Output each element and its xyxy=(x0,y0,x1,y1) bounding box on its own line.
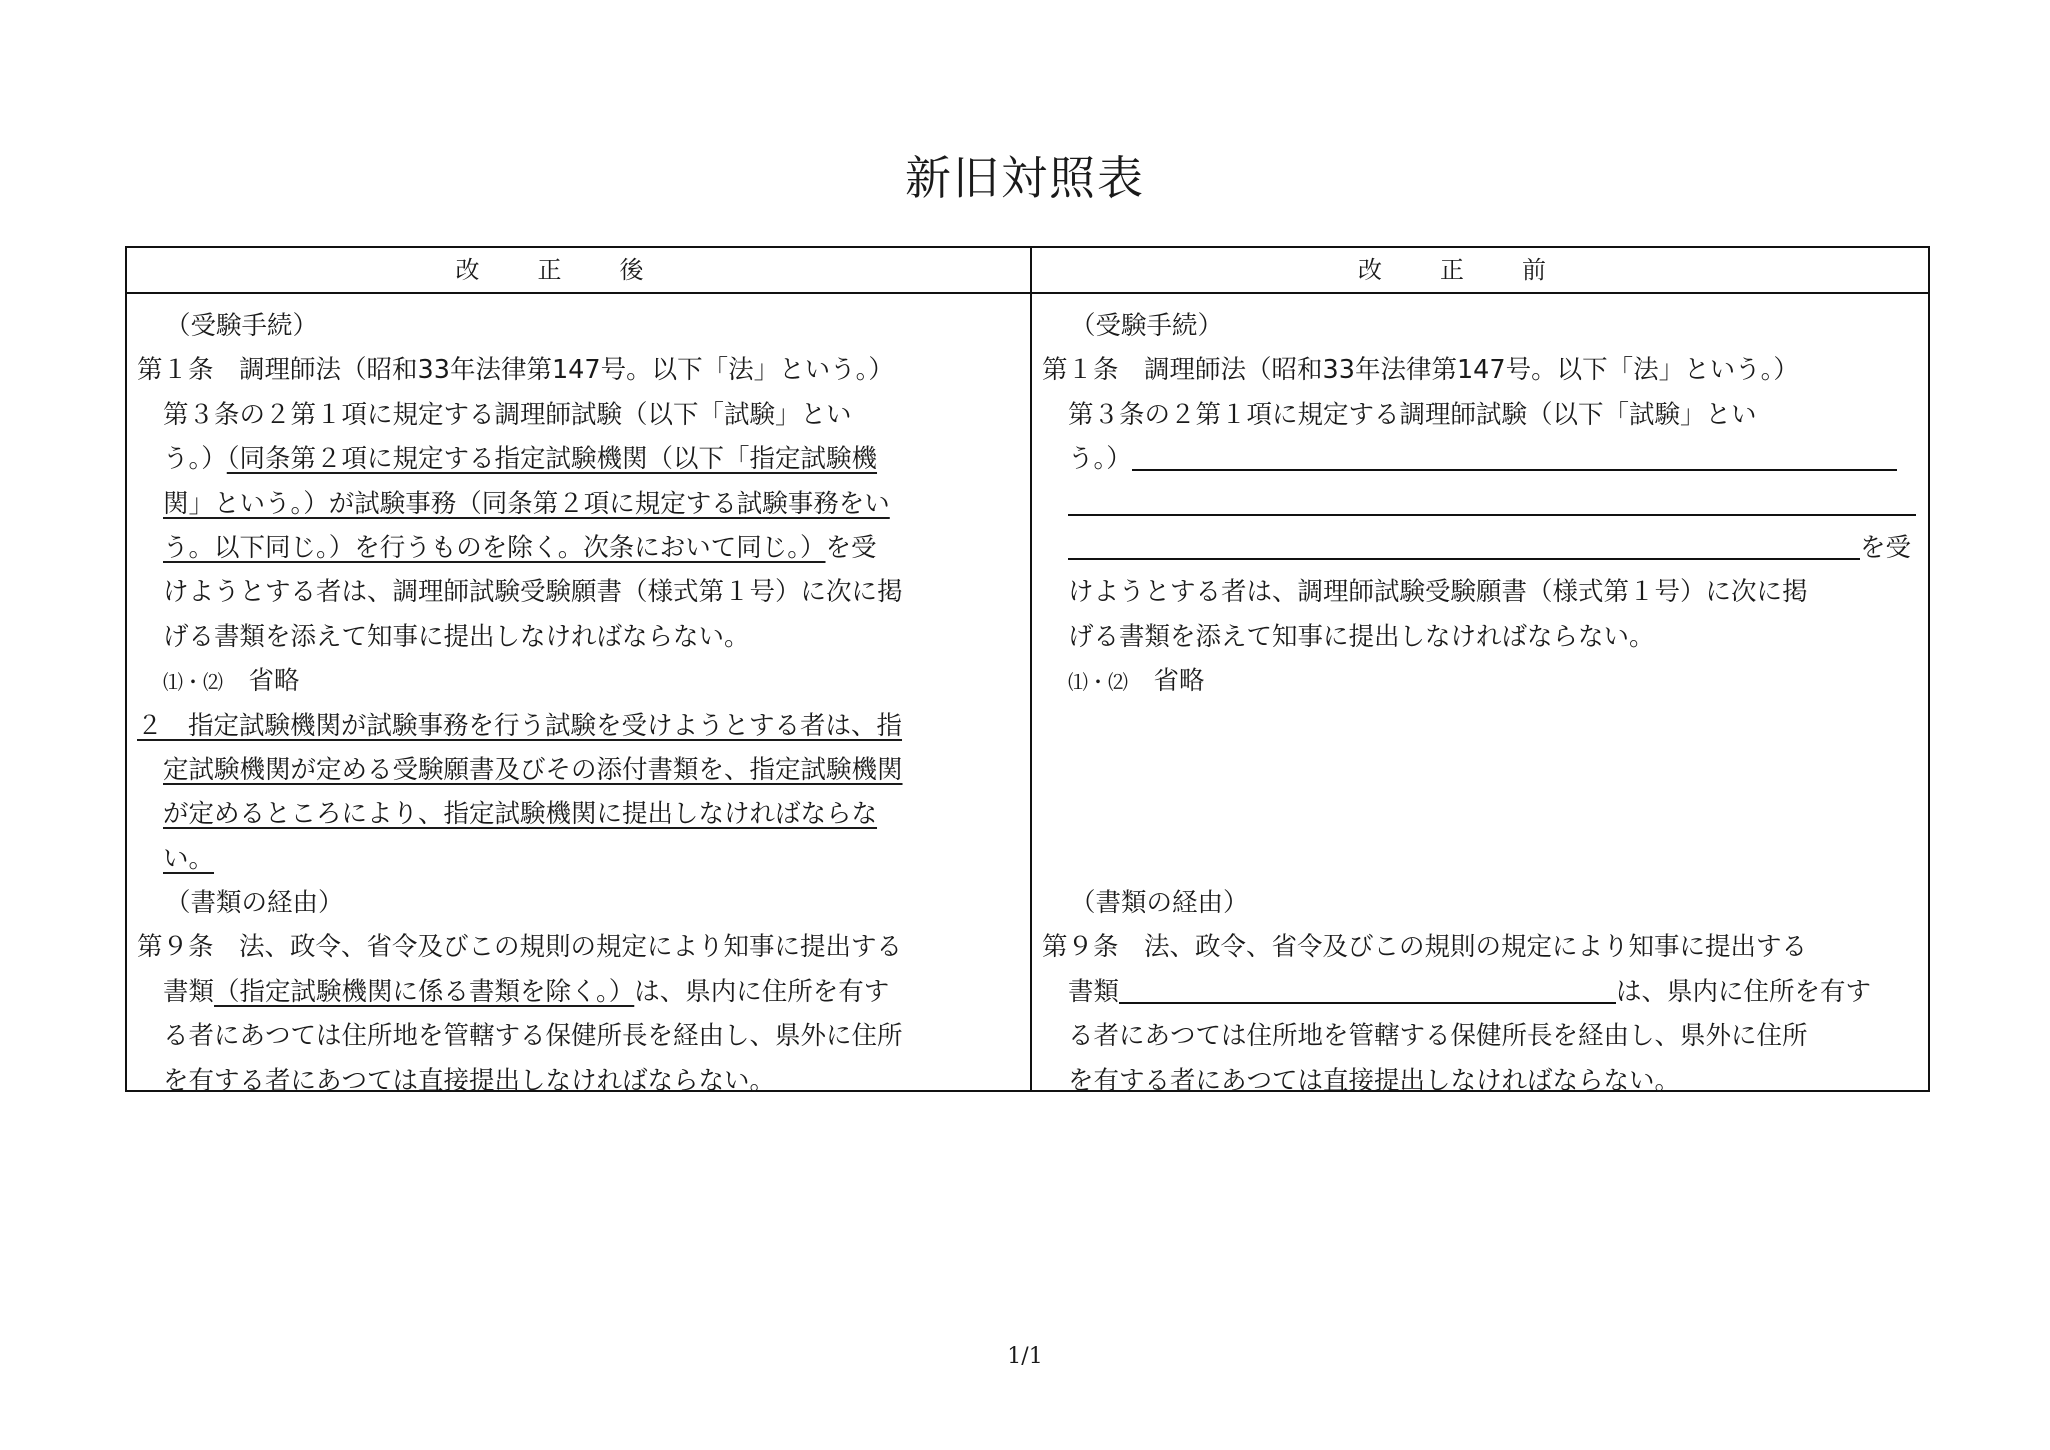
amended-text: が定めるところにより、指定試験機関に提出しなければならな xyxy=(163,799,878,830)
empty-line xyxy=(1042,748,1922,792)
article9-line: を有する者にあつては直接提出しなければならない。 xyxy=(163,1065,776,1096)
article9-text: は、県内に住所を有す xyxy=(634,976,890,1007)
article1-heading: （受験手続） xyxy=(1070,311,1224,341)
header-rule xyxy=(127,292,1928,294)
article1-text: う。） xyxy=(163,444,227,475)
article9-text: 書類 xyxy=(163,976,215,1007)
article1-heading: （受験手続） xyxy=(165,311,319,341)
article1-line: けようとする者は、調理師試験受験願書（様式第１号）に次に掲 xyxy=(163,577,903,608)
article1-line: 第３条の２第１項に規定する調理師試験（以下「試験」とい xyxy=(163,399,852,430)
article1-items xyxy=(137,659,1017,703)
article9-line xyxy=(1042,970,1922,1014)
amended-text: 定試験機関が定める受験願書及びその添付書類を、指定試験機関 xyxy=(163,754,903,785)
article9-line xyxy=(137,970,1017,1014)
blank-underline xyxy=(1068,490,1916,516)
article1-text: う。） xyxy=(1068,444,1132,475)
column-before xyxy=(1042,304,1922,1103)
article1-line xyxy=(1042,437,1922,481)
article1-line: 第１条 調理師法（昭和33年法律第147号。以下「法」という。） xyxy=(1042,355,1799,386)
blank-underline xyxy=(1119,978,1616,1004)
article1-line xyxy=(137,437,1017,481)
article9-heading: （書類の経由） xyxy=(165,888,344,919)
article1-text: を受 xyxy=(1860,532,1912,563)
article1-line: げる書類を添えて知事に提出しなければならない。 xyxy=(1068,621,1655,652)
page-number: 1/1 xyxy=(1007,1344,1043,1369)
article1-line: げる書類を添えて知事に提出しなければならない。 xyxy=(163,621,750,652)
article9-line: を有する者にあつては直接提出しなければならない。 xyxy=(1068,1065,1681,1096)
header-before: 改正前 xyxy=(1358,256,1604,284)
amended-text: 関」という。）が試験事務（同条第２項に規定する試験事務をい xyxy=(163,488,890,519)
comparison-table xyxy=(125,246,1930,1096)
article9-line: る者にあつては住所地を管轄する保健所長を経由し、県外に住所 xyxy=(1068,1021,1808,1052)
column-after xyxy=(137,304,1017,1103)
empty-line xyxy=(1042,792,1922,836)
empty-line xyxy=(1042,837,1922,881)
article1-line: けようとする者は、調理師試験受験願書（様式第１号）に次に掲 xyxy=(1068,577,1808,608)
article1-para2-line xyxy=(137,837,1017,881)
amended-text: （同条第２項に規定する指定試験機関（以下「指定試験機 xyxy=(226,444,878,475)
header-after: 改正後 xyxy=(455,256,702,284)
item-omitted: 省略 xyxy=(248,666,300,697)
blank-underline xyxy=(1068,534,1860,560)
item-omitted: 省略 xyxy=(1153,666,1205,697)
amended-text: ２ 指定試験機関が試験事務を行う試験を受けようとする者は、指 xyxy=(137,710,903,741)
article9-line: 第９条 法、政令、省令及びこの規則の規定により知事に提出する xyxy=(1042,932,1808,963)
article1-para2-line xyxy=(137,748,1017,792)
item-numbers: ⑴・⑵ xyxy=(1068,670,1128,695)
article1-line xyxy=(1042,526,1922,570)
article1-line: 第１条 調理師法（昭和33年法律第147号。以下「法」という。） xyxy=(137,355,894,386)
column-divider xyxy=(1030,248,1032,1090)
amended-text: （指定試験機関に係る書類を除く。） xyxy=(214,976,635,1007)
article9-text: 書類 xyxy=(1068,976,1120,1007)
empty-line xyxy=(1042,704,1922,748)
article1-items xyxy=(1042,659,1922,703)
article1-para2-line xyxy=(137,792,1017,836)
article9-text: は、県内に住所を有す xyxy=(1616,976,1872,1007)
article1-text: を受 xyxy=(825,532,877,563)
article9-heading: （書類の経由） xyxy=(1070,888,1249,919)
blank-underline xyxy=(1132,445,1897,471)
article1-line: 第３条の２第１項に規定する調理師試験（以下「試験」とい xyxy=(1068,399,1757,430)
article1-line xyxy=(1042,482,1922,526)
article1-para2-line xyxy=(137,704,1017,748)
article1-line xyxy=(137,482,1017,526)
amended-text: い。 xyxy=(163,843,215,874)
article1-line xyxy=(137,526,1017,570)
article9-line: る者にあつては住所地を管轄する保健所長を経由し、県外に住所 xyxy=(163,1021,903,1052)
amended-text: う。以下同じ。）を行うものを除く。次条において同じ。） xyxy=(163,532,826,563)
article9-line: 第９条 法、政令、省令及びこの規則の規定により知事に提出する xyxy=(137,932,903,963)
item-numbers: ⑴・⑵ xyxy=(163,670,223,695)
document-title: 新旧対照表 xyxy=(905,151,1145,205)
